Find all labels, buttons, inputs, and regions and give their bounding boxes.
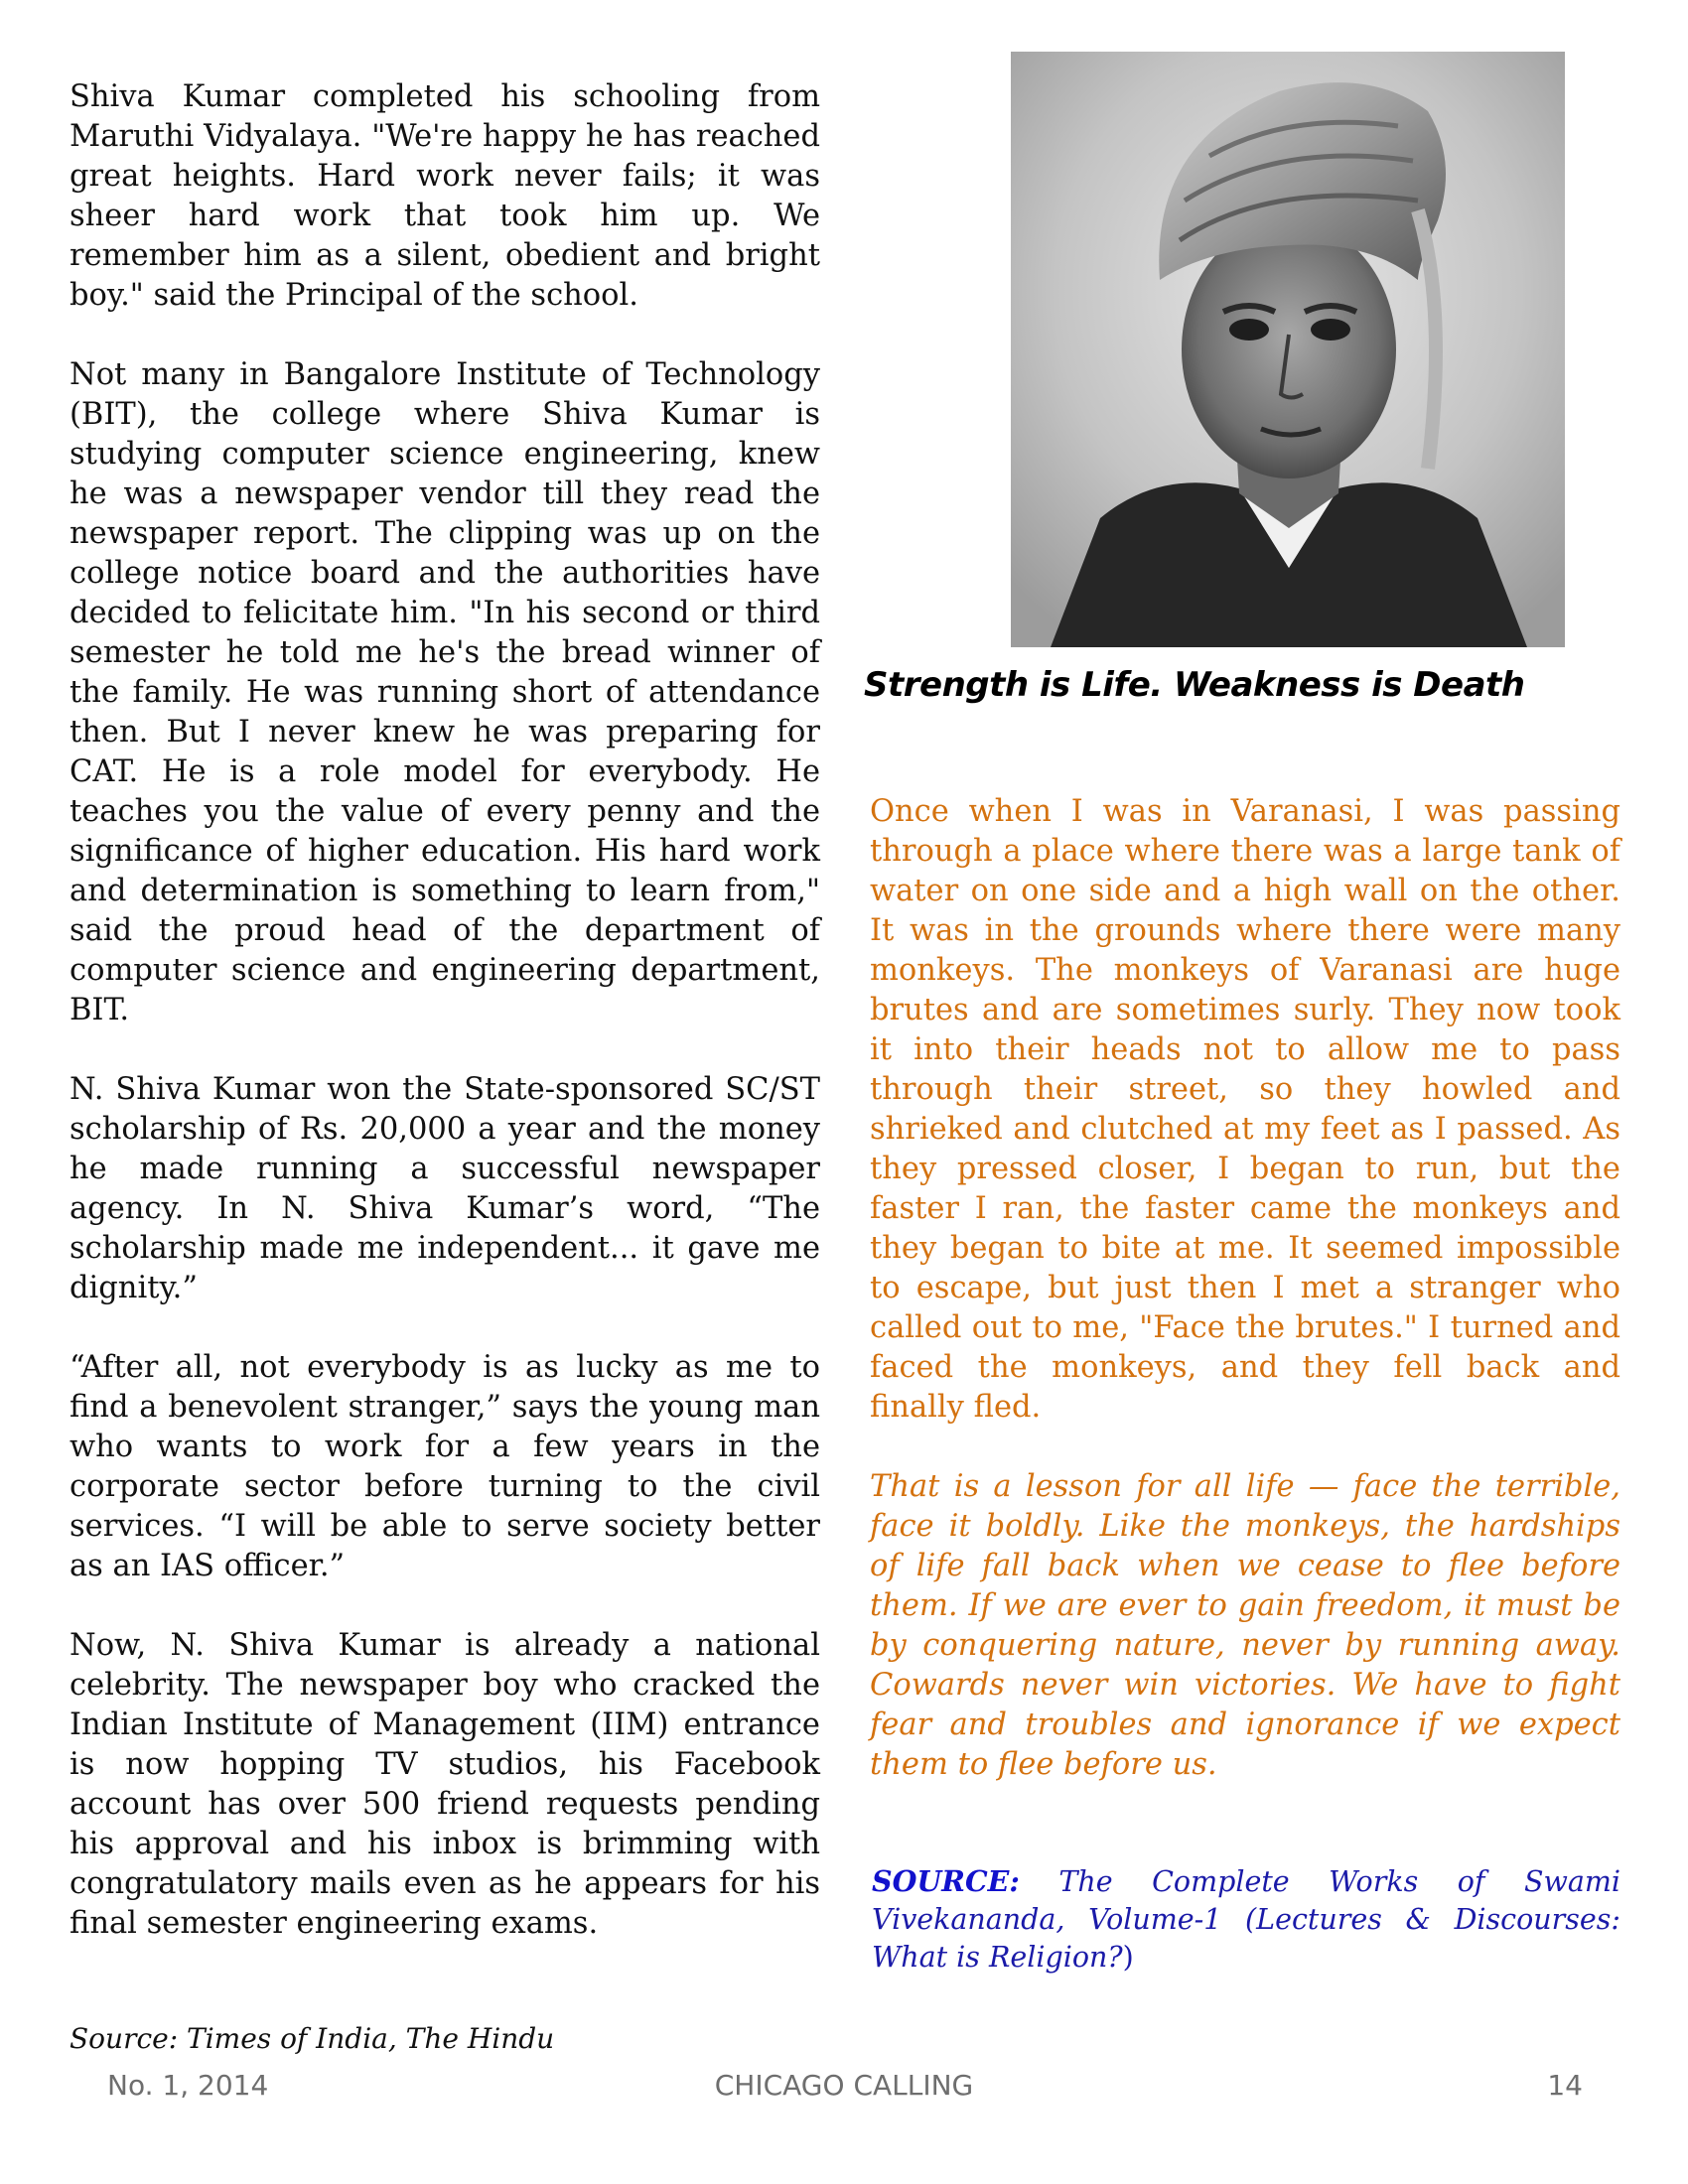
footer-page-number: 14 [1547, 2069, 1583, 2102]
quote-story: Once when I was in Varanasi, I was passing through a place where there was a large tank of water on one side and a high wall on the other. It was in the grounds where there were many monkeys. The monkeys of Varanasi are huge brutes and are sometimes surly. They now took it into their heads not to allow me to pass through their street, so they howled and shrieked and clutched at my feet as I passed. As they pressed closer, I began to run, but the faster I ran, the faster came the monkeys and they began to bite at me. It seemed impossible to escape, but just then I met a stranger who called out to me, "Face the brutes." I turned and faced the monkeys, and they fell back and finally fled. [870, 794, 1620, 1425]
article-paragraph-3: N. Shiva Kumar won the State-sponsored SC/ST scholarship of Rs. 20,000 a year and the money he made running a successful newspaper agency. In N. Shiva Kumar’s word, “The scholarship made me independent... it gave me dignity.” [70, 1072, 820, 1305]
quote-source-label: SOURCE: [872, 1864, 1020, 1898]
page-footer [0, 2069, 1688, 2113]
quote-source-close: ) [1122, 1941, 1134, 1974]
article-paragraph-1: Shiva Kumar completed his schooling from Maruthi Vidyalaya. "We're happy he has reached great heights. Hard work never fails; it was sheer hard work that took him up. We remember him as a silent, obedient and bright boy." said the Principal of the school. [70, 79, 820, 313]
quote-title: Strength is Life. Weakness is Death [864, 665, 1525, 705]
quote-source [872, 1862, 1620, 1977]
portrait-photo [1011, 52, 1565, 647]
article-paragraph-2: Not many in Bangalore Institute of Technology (BIT), the college where Shiva Kumar is studying computer science engineering, knew he was a newspaper vendor till they read the newspaper report. The clipping was up on the college notice board and the authorities have decided to felicitate him. "In his second or third semester he told me he's the bread winner of the family. He was running short of attendance then. But I never knew he was preparing for CAT. He is a role model for everybody. He teaches you the value of every penny and the significance of higher education. His hard work and determination is something to learn from," said the proud head of the department of computer science and engineering department, BIT. [70, 357, 820, 1027]
quote-body [870, 792, 1620, 1825]
portrait-illustration [1011, 52, 1565, 647]
footer-publication: CHICAGO CALLING [714, 2069, 974, 2102]
article-source: Source: Times of India, The Hindu [70, 2022, 555, 2055]
footer-issue: No. 1, 2014 [107, 2069, 269, 2102]
quote-source-text: The Complete Works of Swami Vivekananda, Volume-1 (Lectures & Discourses: What is Religion? [872, 1865, 1620, 1974]
quote-lesson: That is a lesson for all life — face the terrible, face it boldly. Like the monkeys, the hardships of life fall back when we cease to flee before them. If we are ever to gain freedom, it must be by conquering nature, never by running away. Cowards never win victories. We have to fight fear and troubles and ignorance if we expect them to flee before us. [870, 1469, 1620, 1782]
article-body [70, 77, 820, 1983]
article-paragraph-5: Now, N. Shiva Kumar is already a national celebrity. The newspaper boy who cracked the Indian Institute of Management (IIM) entrance is now hopping TV studios, his Facebook account has over 500 friend requests pending his approval and his inbox is brimming with congratulatory mails even as he appears for his final semester engineering exams. [70, 1628, 820, 1941]
article-paragraph-4: “After all, not everybody is as lucky as me to find a benevolent stranger,” says the young man who wants to work for a few years in the corporate sector before turning to the civil services. “I will be able to serve society better as an IAS officer.” [70, 1350, 820, 1583]
